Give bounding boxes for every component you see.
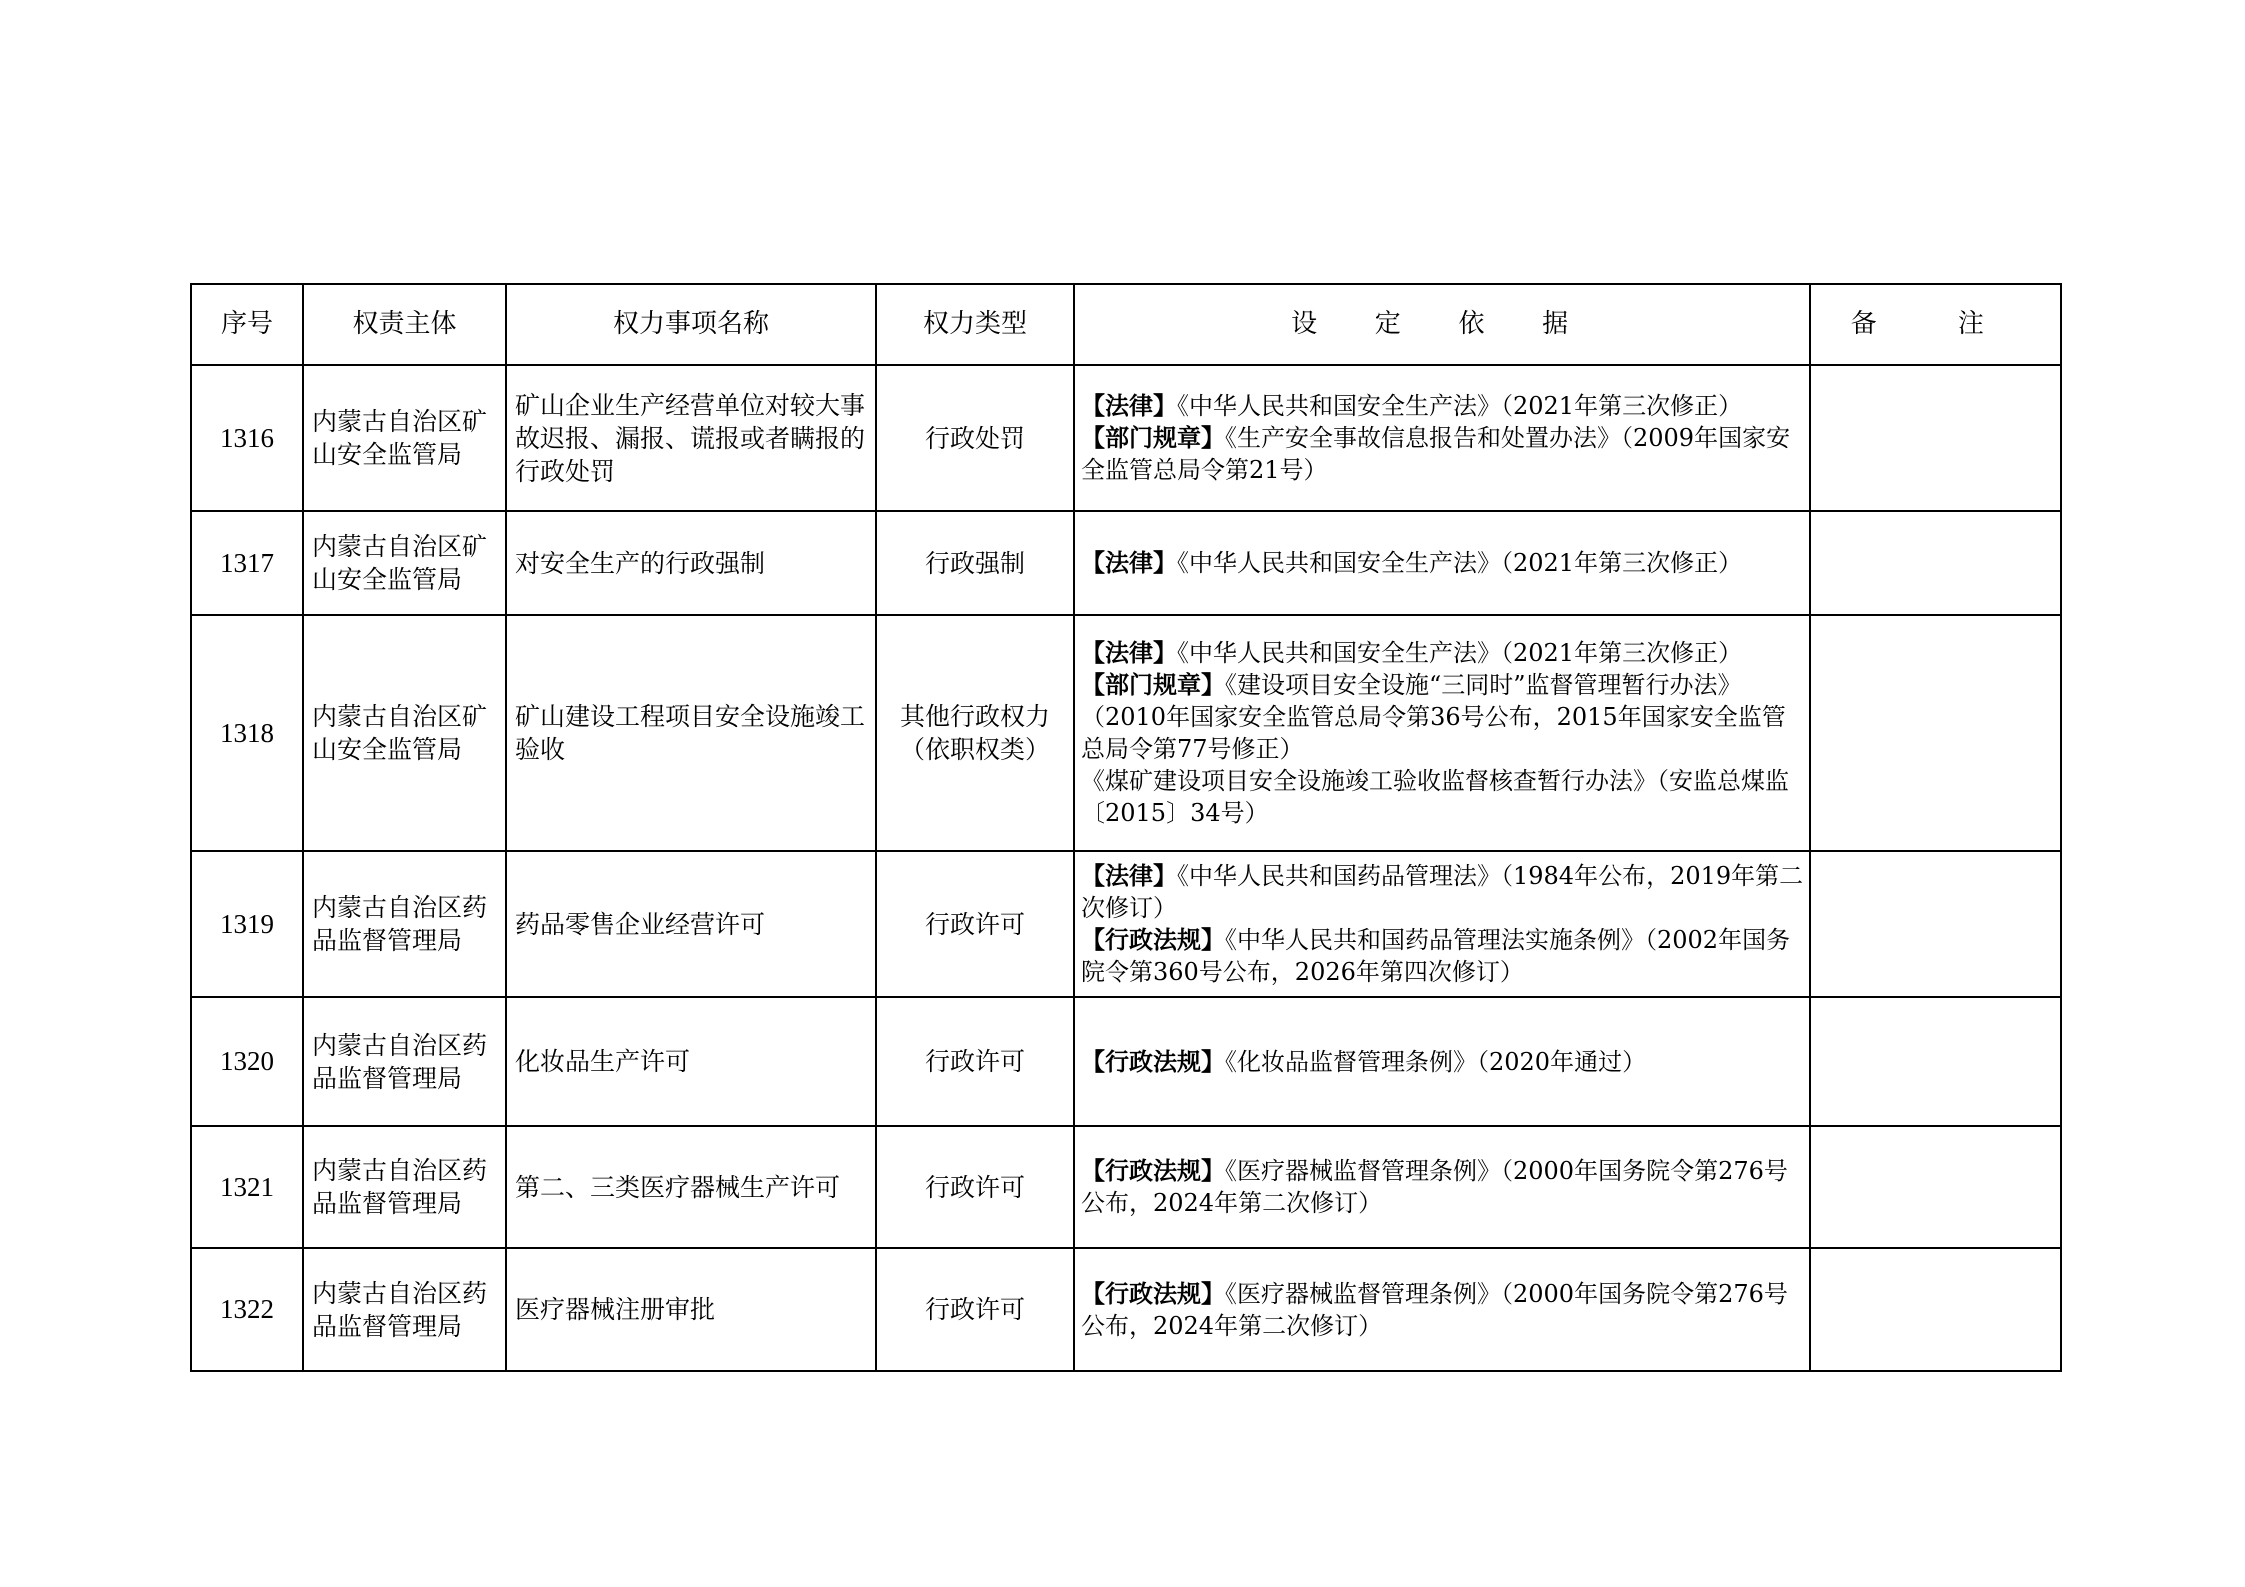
cell-seq: 1322: [191, 1248, 303, 1371]
cell-subject: 内蒙古自治区药品监督管理局: [303, 1248, 506, 1371]
cell-seq: 1319: [191, 851, 303, 997]
basis-tag: 【法律】: [1081, 548, 1177, 577]
basis-text: 《化妆品监督管理条例》（2020年通过）: [1225, 1047, 1647, 1076]
cell-name: 医疗器械注册审批: [506, 1248, 876, 1371]
cell-subject: 内蒙古自治区矿山安全监管局: [303, 511, 506, 615]
basis-entry: [1081, 860, 1805, 924]
basis-entry: [1081, 669, 1805, 765]
cell-note: [1810, 1126, 2061, 1248]
cell-seq: 1317: [191, 511, 303, 615]
table-row: [191, 1248, 2061, 1371]
cell-basis: [1074, 1248, 1810, 1371]
header-type: 权力类型: [876, 284, 1074, 365]
basis-tag: 【行政法规】: [1081, 925, 1225, 954]
basis-text: 《医疗器械监督管理条例》（2000年国务院令第276号公布，2024年第二次修订）: [1081, 1279, 1788, 1340]
cell-note: [1810, 997, 2061, 1126]
table-row: [191, 851, 2061, 997]
cell-basis: [1074, 997, 1810, 1126]
basis-entry: [1081, 1278, 1805, 1342]
cell-type: 行政许可: [876, 1126, 1074, 1248]
cell-name: 第二、三类医疗器械生产许可: [506, 1126, 876, 1248]
cell-name: 矿山企业生产经营单位对较大事故迟报、漏报、谎报或者瞒报的行政处罚: [506, 365, 876, 511]
table-row: [191, 365, 2061, 511]
basis-text: 《中华人民共和国安全生产法》（2021年第三次修正）: [1177, 639, 1743, 667]
header-seq: 序号: [191, 284, 303, 365]
basis-entry: [1081, 765, 1805, 829]
basis-tag: 【行政法规】: [1081, 1278, 1225, 1308]
basis-tag: 【行政法规】: [1081, 1156, 1225, 1185]
cell-basis: [1074, 1126, 1810, 1248]
cell-type: 行政许可: [876, 1248, 1074, 1371]
cell-subject: 内蒙古自治区药品监督管理局: [303, 1126, 506, 1248]
table-header-row: [191, 284, 2061, 365]
cell-seq: 1320: [191, 997, 303, 1126]
cell-basis: [1074, 851, 1810, 997]
basis-entry: [1081, 1155, 1805, 1219]
basis-text: 《医疗器械监督管理条例》（2000年国务院令第276号公布，2024年第二次修订）: [1081, 1157, 1788, 1217]
basis-entry: [1081, 422, 1805, 486]
table-row: [191, 997, 2061, 1126]
cell-note: [1810, 365, 2061, 511]
power-list-table: [190, 283, 2062, 1372]
basis-tag: 【部门规章】: [1081, 423, 1225, 452]
basis-entry: [1081, 1046, 1805, 1078]
cell-type: 其他行政权力（依职权类）: [876, 615, 1074, 851]
cell-type: 行政许可: [876, 997, 1074, 1126]
basis-tag: 【行政法规】: [1081, 1046, 1225, 1076]
cell-basis: [1074, 511, 1810, 615]
power-list-table-container: [190, 283, 2060, 1372]
basis-text: 《生产安全事故信息报告和处置办法》（2009年国家安全监管总局令第21号）: [1081, 424, 1791, 484]
cell-type: 行政强制: [876, 511, 1074, 615]
basis-tag: 【部门规章】: [1081, 670, 1225, 699]
cell-name: 药品零售企业经营许可: [506, 851, 876, 997]
header-note: 备 注: [1810, 284, 2061, 365]
basis-tag: 【法律】: [1081, 391, 1177, 420]
table-row: [191, 511, 2061, 615]
basis-entry: [1081, 390, 1805, 422]
header-subject: 权责主体: [303, 284, 506, 365]
table-row: [191, 615, 2061, 851]
cell-type: 行政处罚: [876, 365, 1074, 511]
cell-subject: 内蒙古自治区矿山安全监管局: [303, 365, 506, 511]
header-basis: 设 定 依 据: [1074, 284, 1810, 365]
basis-tag: 【法律】: [1081, 861, 1177, 890]
cell-name: 矿山建设工程项目安全设施竣工验收: [506, 615, 876, 851]
basis-text: 《中华人民共和国药品管理法实施条例》（2002年国务院令第360号公布，2026年第四次修订）: [1081, 926, 1791, 986]
cell-note: [1810, 1248, 2061, 1371]
basis-text: 《中华人民共和国安全生产法》（2021年第三次修正）: [1177, 549, 1743, 577]
basis-tag: 【法律】: [1081, 638, 1177, 667]
table-body: [191, 365, 2061, 1371]
cell-basis: [1074, 615, 1810, 851]
basis-text: 《建设项目安全设施“三同时”监督管理暂行办法》（2010年国家安全监管总局令第36号公布，2015年国家安全监管总局令第77号修正）: [1081, 671, 1786, 763]
cell-note: [1810, 615, 2061, 851]
cell-type: 行政许可: [876, 851, 1074, 997]
basis-text: 《煤矿建设项目安全设施竣工验收监督核查暂行办法》（安监总煤监〔2015〕34号）: [1081, 767, 1789, 827]
cell-seq: 1316: [191, 365, 303, 511]
header-name: 权力事项名称: [506, 284, 876, 365]
basis-entry: [1081, 547, 1805, 579]
basis-entry: [1081, 637, 1805, 669]
cell-subject: 内蒙古自治区药品监督管理局: [303, 997, 506, 1126]
cell-subject: 内蒙古自治区药品监督管理局: [303, 851, 506, 997]
cell-note: [1810, 511, 2061, 615]
basis-text: 《中华人民共和国药品管理法》（1984年公布，2019年第二次修订）: [1081, 862, 1804, 922]
cell-note: [1810, 851, 2061, 997]
basis-text: 《中华人民共和国安全生产法》（2021年第三次修正）: [1177, 392, 1743, 420]
cell-name: 对安全生产的行政强制: [506, 511, 876, 615]
cell-basis: [1074, 365, 1810, 511]
cell-seq: 1318: [191, 615, 303, 851]
cell-subject: 内蒙古自治区矿山安全监管局: [303, 615, 506, 851]
table-row: [191, 1126, 2061, 1248]
basis-entry: [1081, 924, 1805, 988]
cell-seq: 1321: [191, 1126, 303, 1248]
cell-name: 化妆品生产许可: [506, 997, 876, 1126]
